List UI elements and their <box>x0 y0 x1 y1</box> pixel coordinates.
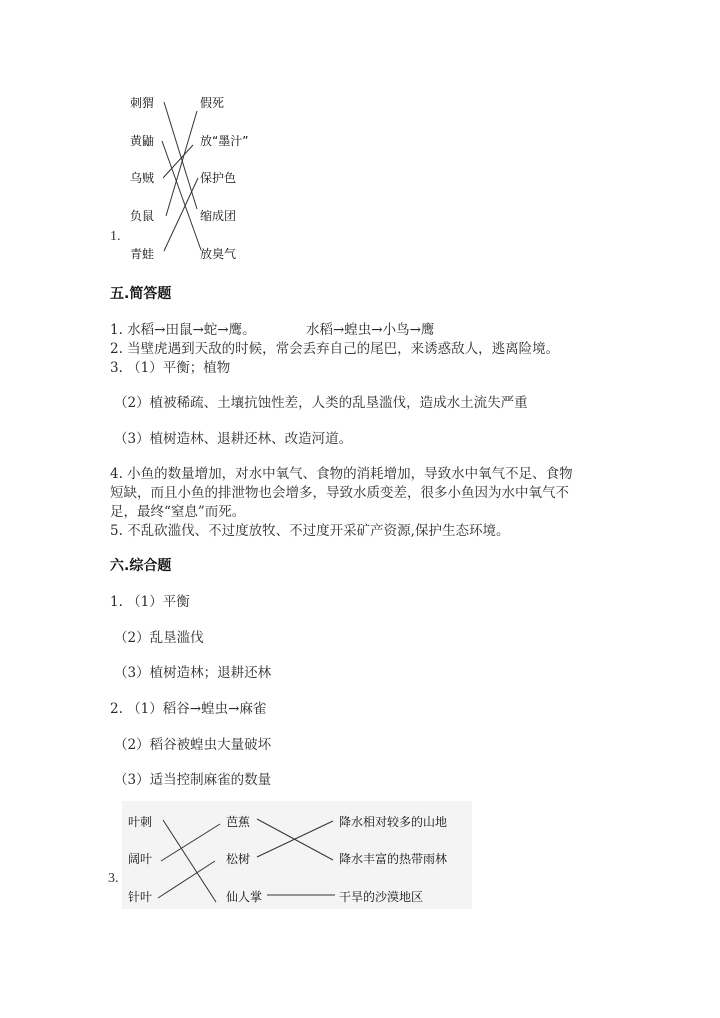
diagram3-left-item: 阔叶 <box>128 852 153 866</box>
answer-5-3-1: 3. （1）平衡；植物 <box>110 360 231 376</box>
diagram1-right-item: 放“墨汁” <box>200 134 249 148</box>
answer-5-1a: 1. 水稻→田鼠→蛇→鹰。 <box>110 322 256 338</box>
section-5-title: 五.简答题 <box>110 286 172 302</box>
answer-5-4-line1: 4. 小鱼的数量增加，对水中氧气、食物的消耗增加，导致水中氧气不足、食物 <box>110 466 573 482</box>
diagram3-right-item: 降水相对较多的山地 <box>339 815 448 829</box>
section-6-title: 六.综合题 <box>110 558 172 574</box>
diagram1-left-item: 黄鼬 <box>130 134 155 148</box>
answer-6-2-1: 2. （1）稻谷→蝗虫→麻雀 <box>110 701 267 717</box>
diagram1-right-item: 放臭气 <box>200 247 237 261</box>
answer-6-1-1: 1. （1）平衡 <box>110 594 190 610</box>
diagram3-middle-item: 仙人掌 <box>226 890 263 904</box>
answer-6-2-2: （2）稻谷被蝗虫大量破坏 <box>114 737 272 753</box>
answer-5-4-line3: 足，最终“窒息”而死。 <box>110 504 246 520</box>
diagram3-middle-item: 芭蕉 <box>226 815 251 829</box>
diagram1-left-item: 负鼠 <box>130 209 155 223</box>
diagram1-left-item: 青蛙 <box>130 247 155 261</box>
diagram1-left-item: 刺猬 <box>130 96 155 110</box>
diagram3-left-item: 针叶 <box>128 890 153 904</box>
answer-5-2: 2. 当壁虎遇到天敌的时候，常会丢弃自己的尾巴，来诱惑敌人，逃离险境。 <box>110 341 560 357</box>
answer-6-1-2: （2）乱垦滥伐 <box>114 630 204 646</box>
answer-6-1-3: （3）植树造林；退耕还林 <box>114 665 272 681</box>
answer-5-3-2: （2）植被稀疏、土壤抗蚀性差，人类的乱垦滥伐，造成水土流失严重 <box>114 395 528 411</box>
diagram1-right-item: 保护色 <box>200 171 237 185</box>
diagram3-left-item: 叶刺 <box>128 815 153 829</box>
answer-6-2-3: （3）适当控制麻雀的数量 <box>114 772 272 788</box>
diagram1-number: 1. <box>110 229 121 244</box>
diagram1-left-item: 乌贼 <box>130 171 155 185</box>
diagram3-number: 3. <box>108 871 119 886</box>
diagram3-middle-item: 松树 <box>226 852 251 866</box>
answer-5-1b: 水稻→蝗虫→小鸟→鹰 <box>306 322 435 338</box>
answer-5-4-line2: 短缺，而且小鱼的排泄物也会增多，导致水质变差，很多小鱼因为水中氧气不 <box>110 485 569 501</box>
diagram1-right-item: 假死 <box>200 96 225 110</box>
diagram3-right-item: 干旱的沙漠地区 <box>339 890 424 904</box>
answer-5-3-3: （3）植树造林、退耕还林、改造河道。 <box>114 431 353 447</box>
diagram3-right-item: 降水丰富的热带雨林 <box>339 852 448 866</box>
diagram1-right-item: 缩成团 <box>200 209 237 223</box>
answer-5-5: 5. 不乱砍滥伐、不过度放牧、不过度开采矿产资源,保护生态环境。 <box>110 523 510 539</box>
